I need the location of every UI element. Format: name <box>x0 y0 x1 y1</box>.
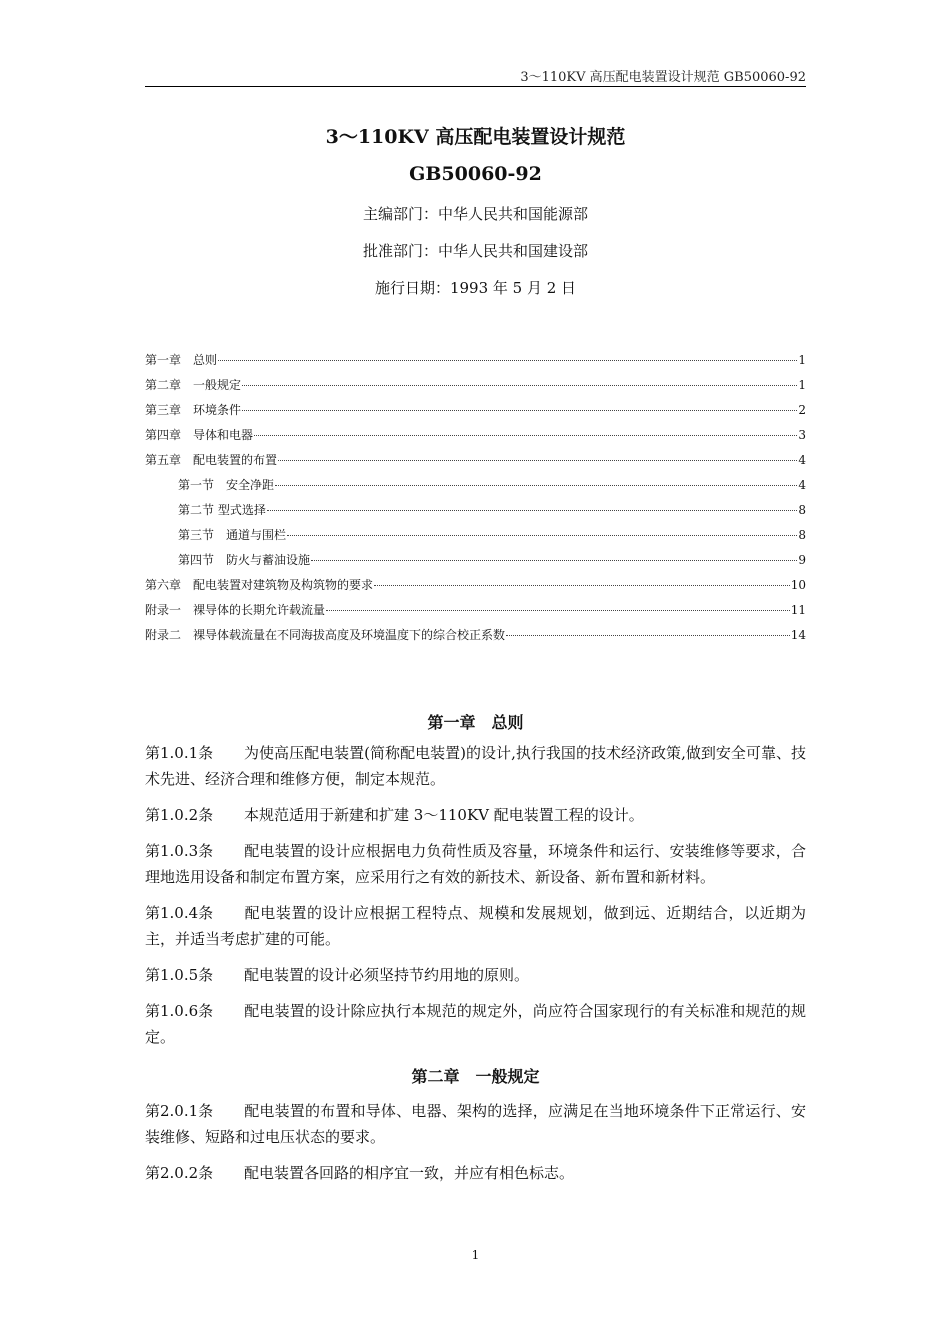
toc-entry[interactable] <box>145 625 806 650</box>
approval-department: 批准部门：中华人民共和国建设部 <box>362 242 588 260</box>
toc-label: 第二节 型式选择 <box>178 503 266 517</box>
toc-label: 第二章 一般规定 <box>145 378 242 392</box>
clause-text: 配电装置的设计应根据电力负荷性质及容量，环境条件和运行、安装维修等要求，合理地选用设备和制定布置方案，应采用行之有效的新技术、新设备、新布置和新材料。 <box>145 842 806 886</box>
clause-text: 配电装置的设计除应执行本规范的规定外，尚应符合国家现行的有关标准和规范的规定。 <box>145 1002 806 1046</box>
clause <box>145 998 806 1050</box>
clause <box>145 838 806 890</box>
toc-page-number: 4 <box>798 453 806 467</box>
toc-label: 第一节 安全净距 <box>178 478 275 492</box>
toc-label: 第六章 配电装置对建筑物及构筑物的要求 <box>145 578 374 592</box>
toc-entry[interactable] <box>145 400 806 425</box>
body-text <box>145 706 806 1196</box>
clause <box>145 1098 806 1150</box>
clause-number: 第1.0.2条 <box>145 806 214 824</box>
clause-number: 第1.0.1条 <box>145 744 214 762</box>
toc-dot-leader <box>311 560 797 561</box>
toc-entry[interactable] <box>145 575 806 600</box>
document-code: GB50060-92 <box>409 163 542 185</box>
document-title: 3～110KV 高压配电装置设计规范 <box>325 126 626 148</box>
toc-dot-leader <box>267 510 797 511</box>
toc-page-number: 11 <box>790 603 806 617</box>
toc-subentry[interactable] <box>145 500 806 525</box>
clause <box>145 740 806 792</box>
toc-dot-leader <box>218 360 797 361</box>
toc-label: 第三节 通道与围栏 <box>178 528 287 542</box>
toc-page-number: 4 <box>798 478 806 492</box>
clause-text: 配电装置的布置和导体、电器、架构的选择，应满足在当地环境条件下正常运行、安装维修、短路和过电压状态的要求。 <box>145 1102 806 1146</box>
toc-page-number: 8 <box>798 503 806 517</box>
toc-page-number: 2 <box>798 403 806 417</box>
clause <box>145 802 806 828</box>
clause-number: 第1.0.5条 <box>145 966 214 984</box>
toc-dot-leader <box>242 410 797 411</box>
toc-dot-leader <box>326 610 790 611</box>
toc-page-number: 3 <box>798 428 806 442</box>
toc-entry[interactable] <box>145 425 806 450</box>
toc-subentry[interactable] <box>145 525 806 550</box>
toc-dot-leader <box>374 585 790 586</box>
toc-dot-leader <box>287 535 797 536</box>
title-block <box>145 120 806 307</box>
clause-number: 第2.0.2条 <box>145 1164 214 1182</box>
running-header: 3～110KV 高压配电装置设计规范 GB50060-92 <box>520 70 806 85</box>
clause-text: 本规范适用于新建和扩建 3～110KV 配电装置工程的设计。 <box>244 806 644 824</box>
toc-page-number: 8 <box>798 528 806 542</box>
toc-label: 附录二 裸导体载流量在不同海拔高度及环境温度下的综合校正系数 <box>145 628 506 642</box>
toc-entry[interactable] <box>145 375 806 400</box>
chapter-heading: 第二章 一般规定 <box>411 1067 540 1086</box>
toc-subentry[interactable] <box>145 550 806 575</box>
toc-dot-leader <box>242 385 797 386</box>
clause-text: 为使高压配电装置(简称配电装置)的设计,执行我国的技术经济政策,做到安全可靠、技术先进、经济合理和维修方便，制定本规范。 <box>145 744 806 788</box>
clause-number: 第2.0.1条 <box>145 1102 214 1120</box>
clause-number: 第1.0.4条 <box>145 904 214 922</box>
clause-text: 配电装置的设计必须坚持节约用地的原则。 <box>244 966 530 984</box>
clause-number: 第1.0.3条 <box>145 842 214 860</box>
toc-page-number: 9 <box>798 553 806 567</box>
toc-page-number: 10 <box>790 578 806 592</box>
chapter-heading: 第一章 总则 <box>427 713 524 732</box>
toc-label: 第四节 防火与蓄油设施 <box>178 553 311 567</box>
clause-text: 配电装置的设计应根据工程特点、规模和发展规划，做到远、近期结合，以近期为主，并适当考虑扩建的可能。 <box>145 904 806 948</box>
clause <box>145 962 806 988</box>
table-of-contents <box>145 350 806 650</box>
toc-entry[interactable] <box>145 450 806 475</box>
clause-text: 配电装置各回路的相序宜一致，并应有相色标志。 <box>244 1164 575 1182</box>
toc-page-number: 14 <box>790 628 806 642</box>
effective-date: 施行日期：1993 年 5 月 2 日 <box>374 279 577 297</box>
toc-label: 第一章 总则 <box>145 353 218 367</box>
toc-entry[interactable] <box>145 350 806 375</box>
header-rule <box>145 86 806 87</box>
page-number: 1 <box>471 1248 480 1262</box>
toc-dot-leader <box>506 635 790 636</box>
editor-department: 主编部门：中华人民共和国能源部 <box>362 205 588 223</box>
toc-dot-leader <box>278 460 797 461</box>
toc-dot-leader <box>254 435 797 436</box>
toc-dot-leader <box>275 485 797 486</box>
toc-label: 附录一 裸导体的长期允许载流量 <box>145 603 326 617</box>
clause <box>145 1160 806 1186</box>
toc-label: 第四章 导体和电器 <box>145 428 254 442</box>
toc-label: 第五章 配电装置的布置 <box>145 453 278 467</box>
toc-page-number: 1 <box>798 353 806 367</box>
toc-label: 第三章 环境条件 <box>145 403 242 417</box>
toc-page-number: 1 <box>798 378 806 392</box>
clause-number: 第1.0.6条 <box>145 1002 214 1020</box>
toc-subentry[interactable] <box>145 475 806 500</box>
toc-entry[interactable] <box>145 600 806 625</box>
clause <box>145 900 806 952</box>
